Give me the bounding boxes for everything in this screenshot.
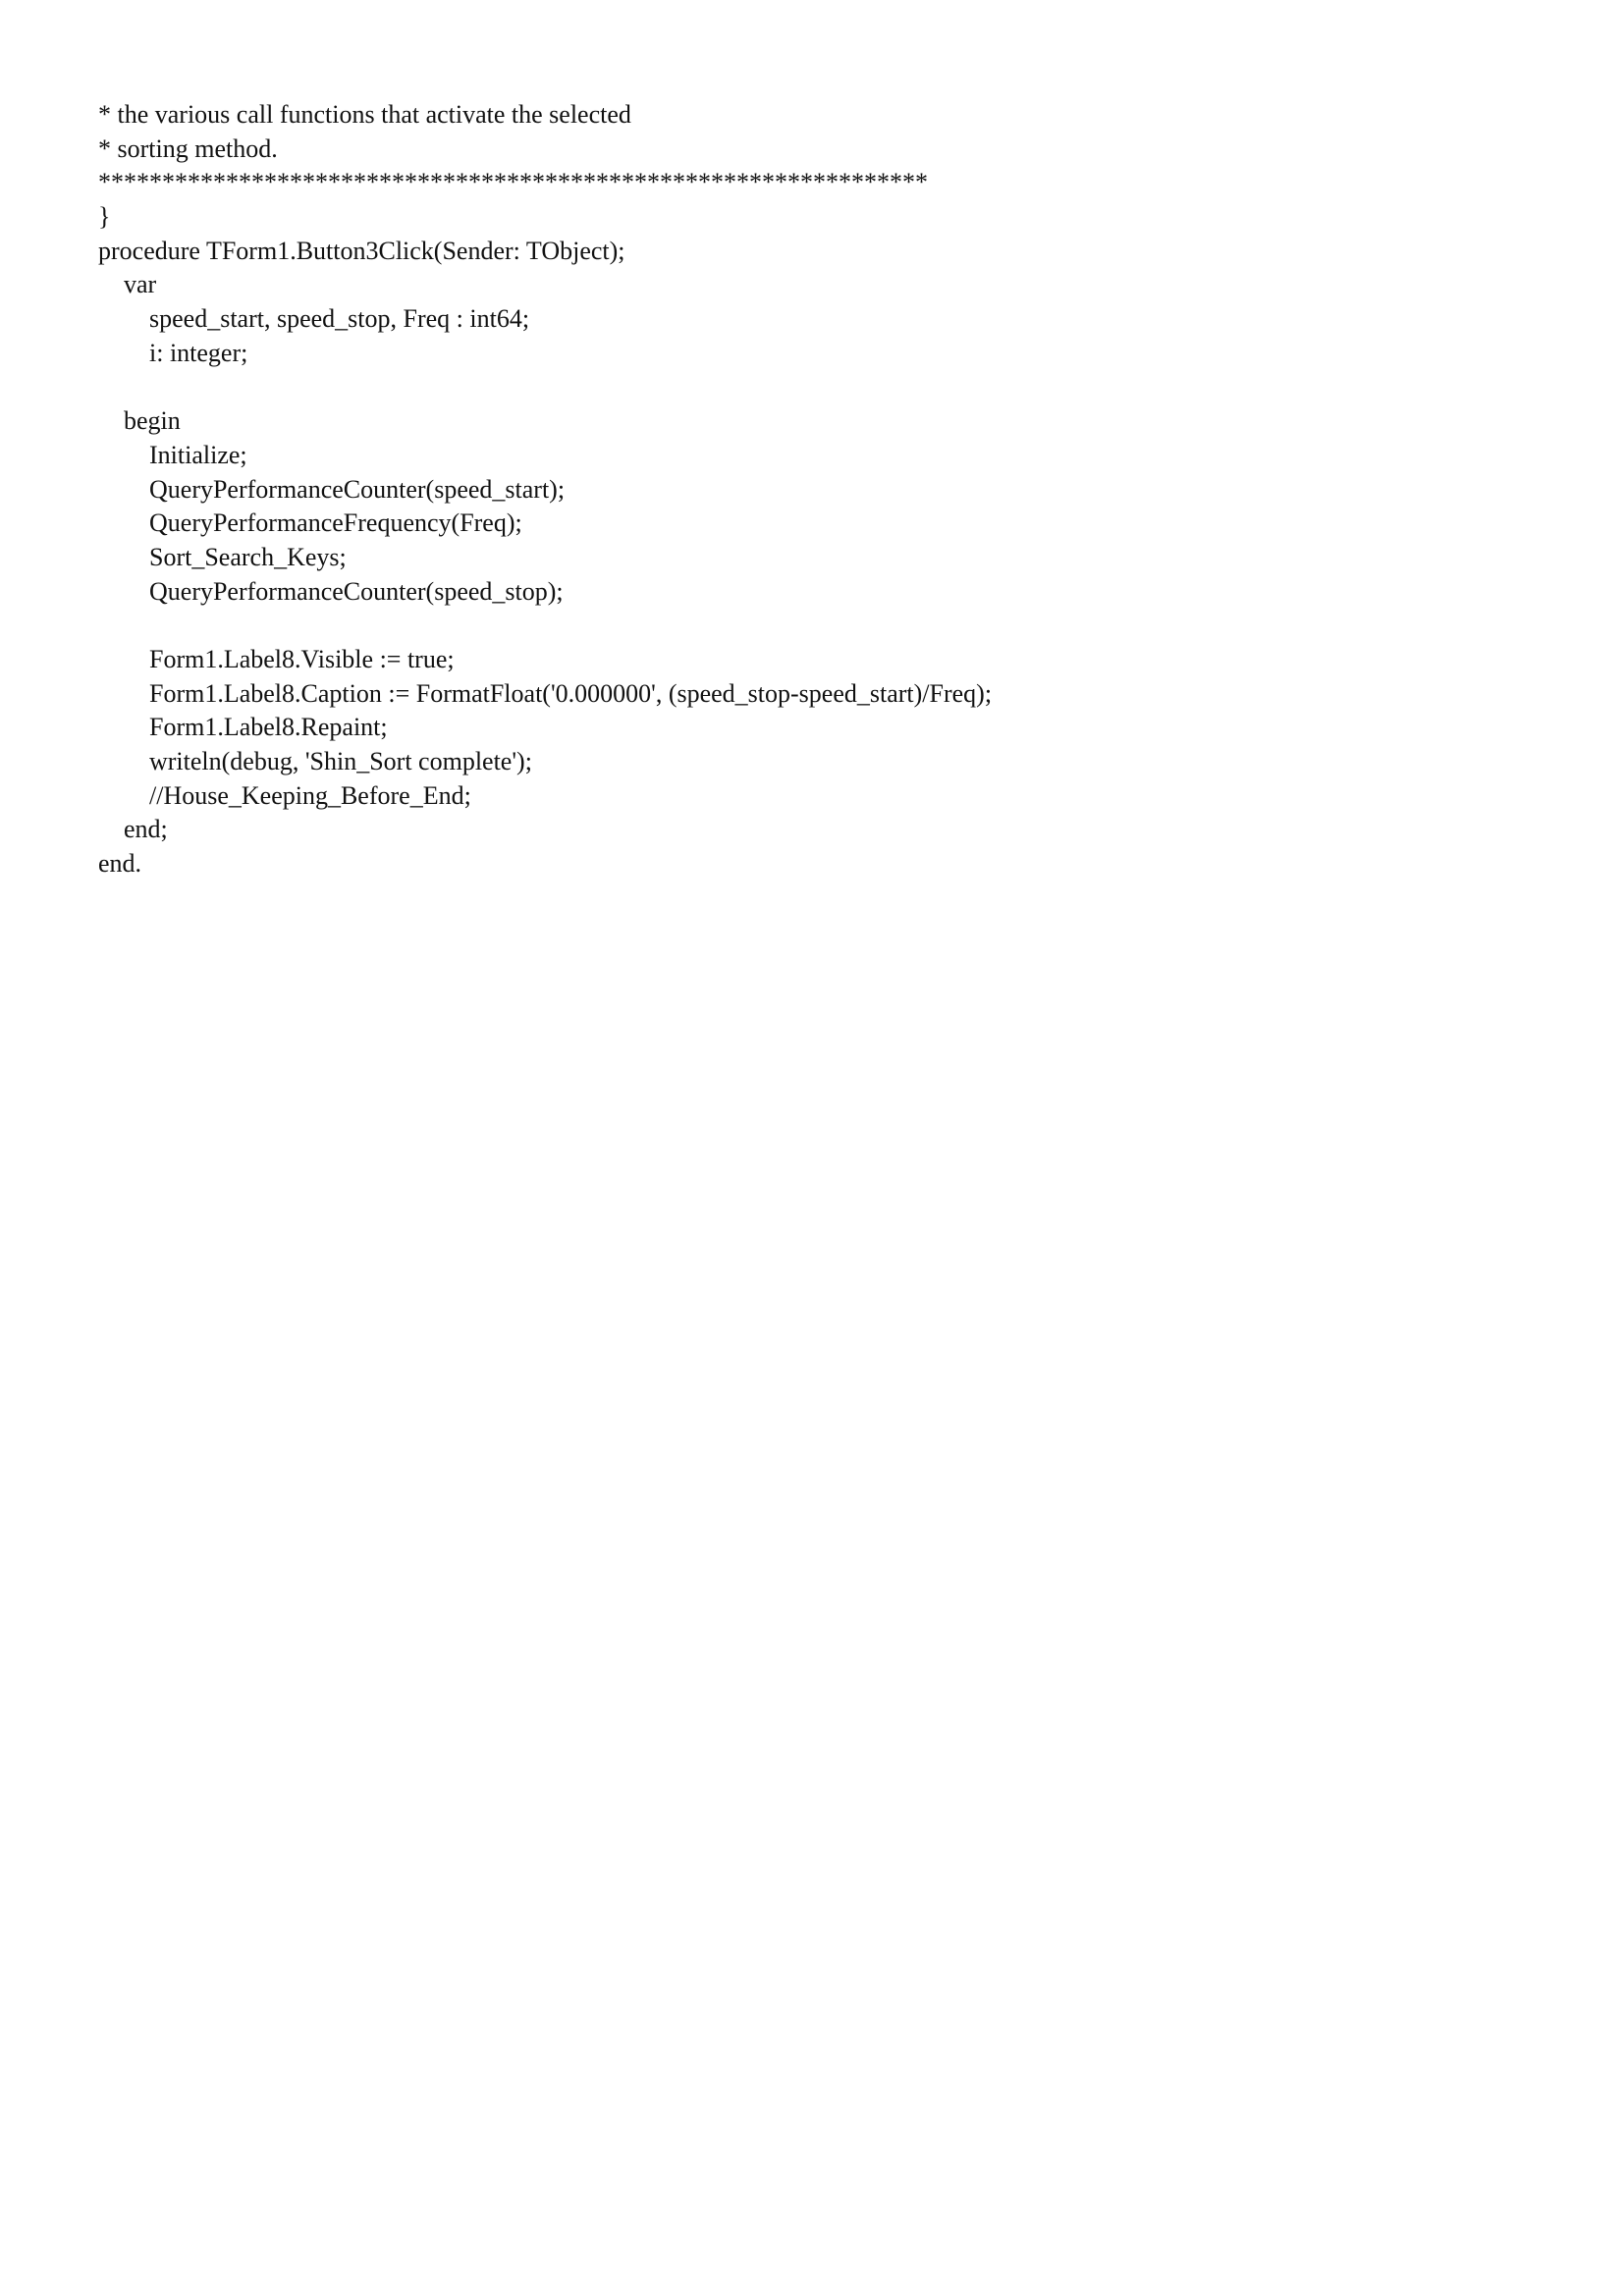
- code-statement: QueryPerformanceFrequency(Freq);: [98, 508, 522, 538]
- code-listing: [98, 98, 1551, 881]
- code-comment: //House_Keeping_Before_End;: [98, 780, 471, 810]
- code-statement: Sort_Search_Keys;: [98, 542, 347, 571]
- blank-line: [98, 609, 1551, 643]
- code-statement: Form1.Label8.Caption := FormatFloat('0.000000', (speed_stop-speed_start)/Freq);: [98, 678, 993, 708]
- begin-keyword: begin: [98, 406, 181, 436]
- end-keyword: end.: [98, 849, 142, 879]
- var-keyword: var: [98, 270, 157, 299]
- comment-line: * sorting method.: [98, 133, 278, 163]
- var-declaration: speed_start, speed_stop, Freq : int64;: [98, 304, 530, 334]
- code-statement: Form1.Label8.Visible := true;: [98, 645, 455, 673]
- end-keyword: end;: [98, 815, 168, 844]
- code-statement: QueryPerformanceCounter(speed_start);: [98, 474, 566, 504]
- code-statement: QueryPerformanceCounter(speed_stop);: [98, 576, 564, 606]
- code-statement: Form1.Label8.Repaint;: [98, 713, 388, 742]
- comment-divider: *****************************************************************: [98, 168, 928, 197]
- comment-line: * the various call functions that activate the selected: [98, 100, 631, 129]
- comment-close-brace: }: [98, 202, 111, 232]
- blank-line: [98, 371, 1551, 405]
- procedure-declaration: procedure TForm1.Button3Click(Sender: TObject);: [98, 236, 625, 265]
- code-statement: writeln(debug, 'Shin_Sort complete');: [98, 747, 532, 776]
- code-statement: Initialize;: [98, 440, 247, 469]
- var-declaration: i: integer;: [98, 338, 248, 367]
